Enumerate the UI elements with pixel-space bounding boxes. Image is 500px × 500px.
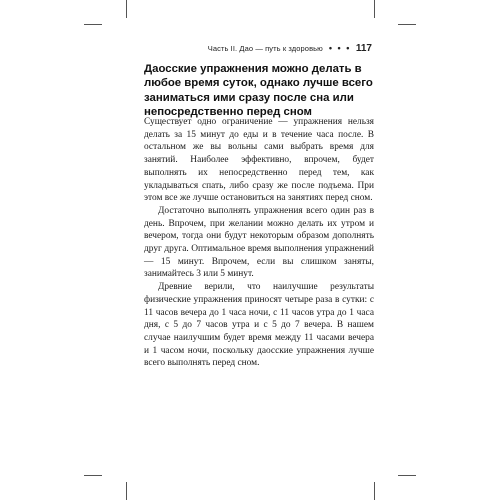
page-number: 117 (355, 42, 372, 54)
section-heading: Даосские упражнения можно делать в любое время суток, однако лучше всего заниматься ими сразу после сна или непосредственно перед сном (144, 63, 373, 119)
crop-mark-top-right-horizontal (398, 24, 416, 25)
body-text (144, 116, 374, 370)
crop-mark-bottom-left-horizontal (84, 475, 102, 476)
running-header (144, 41, 372, 55)
crop-mark-top-left-vertical (126, 0, 127, 18)
paragraph-3: Древние верили, что наилучшие результаты физические упражнения приносят четыре раза в сутки: с 11 часов вечера до 1 часа ночи, с 11 часов утра до 1 часа дня, с 5 до 7 часов утра и с 5 до 7 вечера. В нашем случае наилучшим будет время между 11 часами вечера и 1 часом ночи, поскольку даосские упражнения лучше всего выполнять перед сном. (144, 282, 374, 369)
header-dots: • • • (328, 43, 351, 53)
paragraph-1: Существует одно ограничение — упражнения нельзя делать за 15 минут до еды и в течение часа после. В остальном же вы вольны сами выбрать время для занятий. Наиболее эффективно, впрочем, будет выполнять их непосредственно перед тем, как укладываться спать, либо сразу же после подъема. При этом все же лучше остановиться на занятиях перед сном. (144, 117, 374, 204)
paragraph-2: Достаточно выполнять упражнения всего один раз в день. Впрочем, при желании можно делать их утром и вечером, тогда они будут некоторым образом дополнять друг друга. Оптимальное время выполнения упражнений — 15 минут. Впрочем, если вы слишком заняты, занимайтесь 3 или 5 минут. (144, 205, 374, 280)
header-title: Часть II. Дао — путь к здоровью (207, 43, 323, 53)
crop-mark-top-left-horizontal (84, 24, 102, 25)
crop-mark-bottom-right-vertical (374, 482, 375, 500)
crop-mark-bottom-left-vertical (126, 482, 127, 500)
crop-mark-top-right-vertical (374, 0, 375, 18)
crop-mark-bottom-right-horizontal (398, 475, 416, 476)
